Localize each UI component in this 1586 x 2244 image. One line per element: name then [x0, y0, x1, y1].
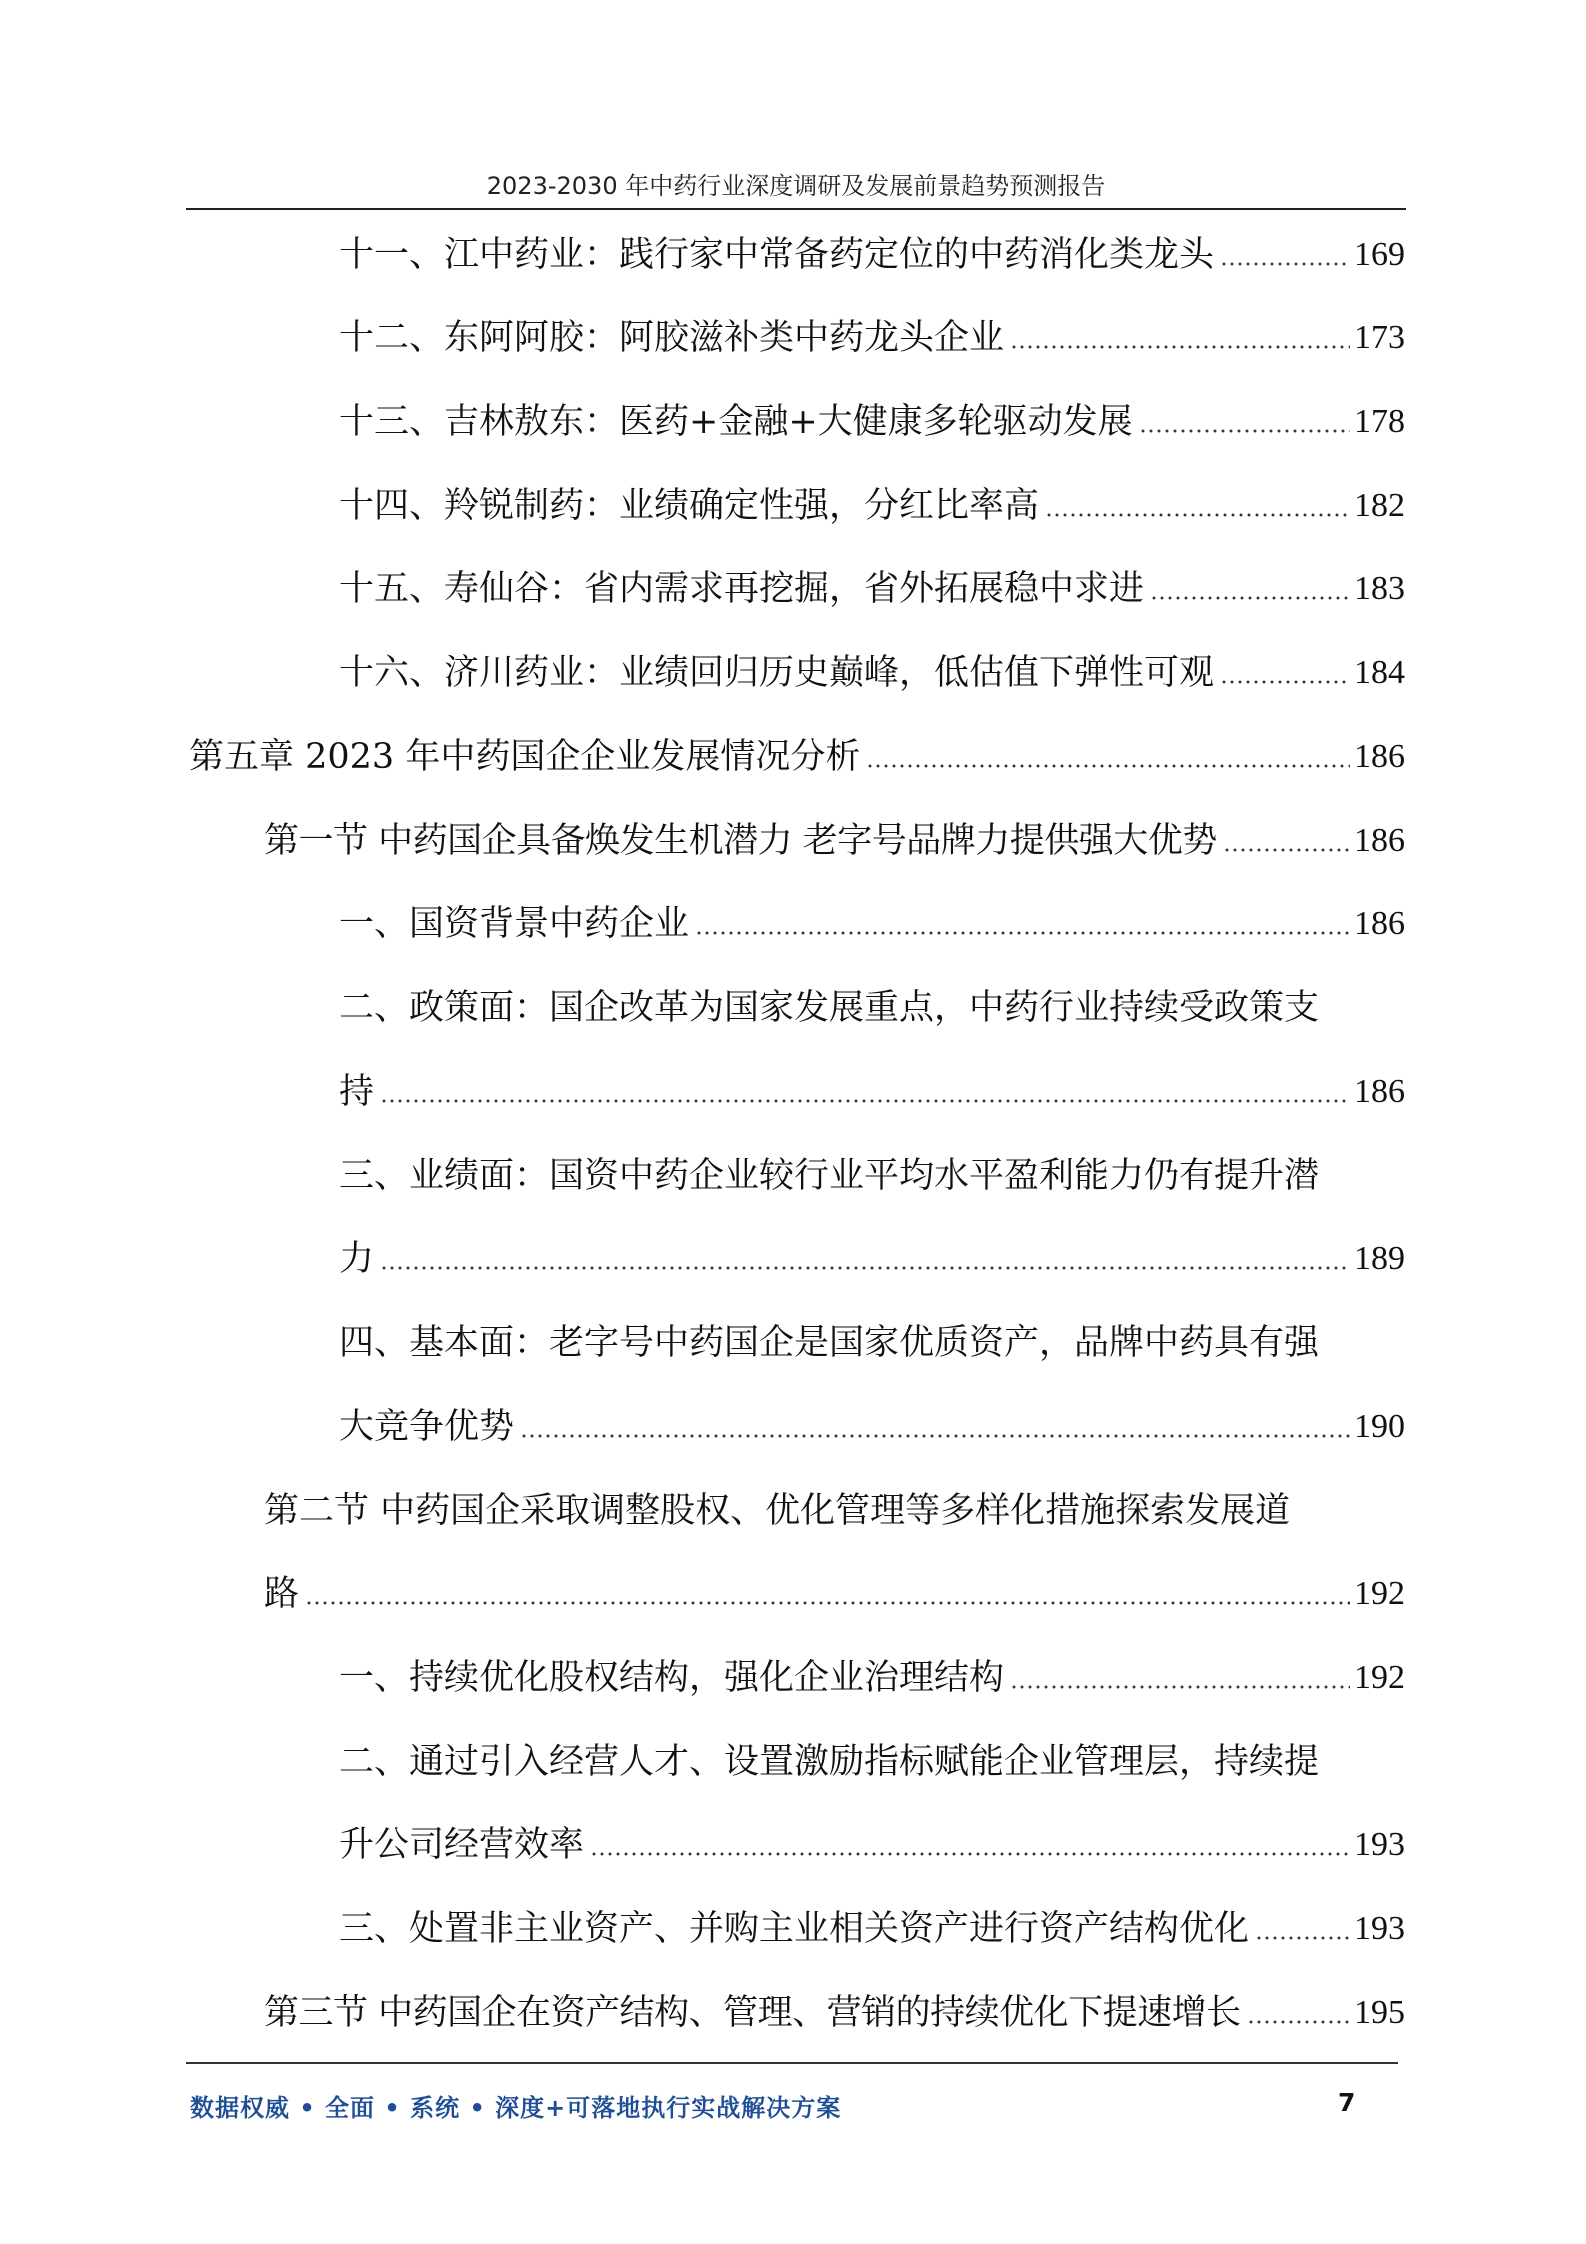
toc-entry-title: 一、国资背景中药企业 — [339, 904, 690, 944]
toc-leader-dots — [1139, 429, 1350, 433]
toc-page-number: 193 — [1354, 1910, 1405, 1947]
toc-page-number: 192 — [1354, 1659, 1405, 1696]
report-header-title: 2023-2030 年中药行业深度调研及发展前景趋势预测报告 — [486, 172, 1106, 200]
toc-section-entry[interactable] — [264, 816, 1405, 866]
toc-page-number: 182 — [1354, 487, 1405, 524]
toc-entry[interactable] — [339, 899, 1405, 949]
toc-entry-title-line2: 力 — [339, 1239, 375, 1279]
toc-page-number: 186 — [1354, 905, 1405, 942]
toc-entry-title-line2: 持 — [339, 1072, 375, 1112]
toc-leader-dots — [695, 931, 1350, 935]
toc-leader-dots — [1220, 262, 1350, 266]
toc-leader-dots — [1220, 680, 1350, 684]
toc-entry-title-line1: 三、业绩面：国资中药企业较行业平均水平盈利能力仍有提升潜 — [339, 1156, 1320, 1196]
toc-page-number: 186 — [1354, 822, 1405, 859]
toc-entry[interactable] — [339, 313, 1405, 363]
toc-entry-title: 第五章 2023 年中药国企企业发展情况分析 — [189, 737, 861, 777]
toc-leader-dots — [1010, 345, 1350, 349]
toc-entry[interactable] — [339, 1653, 1405, 1703]
toc-page-number: 193 — [1354, 1826, 1405, 1863]
toc-entry[interactable] — [339, 1904, 1405, 1954]
toc-entry[interactable] — [339, 1402, 1405, 1452]
toc-entry[interactable] — [339, 648, 1405, 698]
toc-leader-dots — [1010, 1685, 1350, 1689]
toc-page-number: 186 — [1354, 738, 1405, 775]
toc-entry-title: 十三、吉林敖东：医药+金融+大健康多轮驱动发展 — [339, 402, 1133, 442]
toc-entry-title-line1: 二、通过引入经营人才、设置激励指标赋能企业管理层，持续提 — [339, 1742, 1320, 1782]
toc-entry[interactable] — [339, 230, 1405, 280]
toc-entry[interactable] — [339, 397, 1405, 447]
toc-page-number: 192 — [1354, 1575, 1405, 1612]
toc-leader-dots — [1247, 2020, 1350, 2024]
toc-entry-title-line1: 二、政策面：国企改革为国家发展重点，中药行业持续受政策支 — [339, 988, 1320, 1028]
toc-page-number: 190 — [1354, 1408, 1405, 1445]
toc-entry[interactable] — [339, 1067, 1405, 1117]
toc-page-number: 195 — [1354, 1994, 1405, 2031]
toc-entry[interactable] — [339, 1234, 1405, 1284]
toc-entry-title: 十六、济川药业：业绩回归历史巅峰，低估值下弹性可观 — [339, 653, 1215, 693]
toc-leader-dots — [380, 1099, 1350, 1103]
toc-page-number: 186 — [1354, 1073, 1405, 1110]
toc-entry-title-line1: 四、基本面：老字号中药国企是国家优质资产，品牌中药具有强 — [339, 1323, 1320, 1363]
toc-entry[interactable] — [339, 1820, 1405, 1870]
footer-divider — [186, 2062, 1398, 2064]
toc-entry-title: 三、处置非主业资产、并购主业相关资产进行资产结构优化 — [339, 1909, 1250, 1949]
toc-leader-dots — [590, 1852, 1350, 1856]
toc-entry-title: 十四、羚锐制药：业绩确定性强，分红比率高 — [339, 486, 1040, 526]
toc-page-number: 184 — [1354, 654, 1405, 691]
toc-leader-dots — [305, 1601, 1350, 1605]
toc-page-number: 178 — [1354, 403, 1405, 440]
toc-entry-title: 一、持续优化股权结构，强化企业治理结构 — [339, 1658, 1005, 1698]
toc-entry[interactable] — [339, 481, 1405, 531]
toc-leader-dots — [1223, 848, 1350, 852]
toc-entry-title: 十一、江中药业：践行家中常备药定位的中药消化类龙头 — [339, 235, 1215, 275]
toc-page-number: 183 — [1354, 570, 1405, 607]
toc-leader-dots — [1255, 1936, 1350, 1940]
toc-entry-title-line2: 大竞争优势 — [339, 1407, 515, 1447]
toc-section-entry[interactable] — [264, 1569, 1405, 1619]
toc-entry-title: 第三节 中药国企在资产结构、管理、营销的持续优化下提速增长 — [264, 1993, 1241, 2033]
toc-entry-title-line2: 升公司经营效率 — [339, 1825, 585, 1865]
toc-leader-dots — [1045, 513, 1350, 517]
toc-leader-dots — [520, 1434, 1350, 1438]
toc-leader-dots — [866, 764, 1350, 768]
toc-leader-dots — [1150, 596, 1350, 600]
toc-entry[interactable] — [339, 564, 1405, 614]
toc-entry-title: 十五、寿仙谷：省内需求再挖掘，省外拓展稳中求进 — [339, 569, 1145, 609]
header-divider — [186, 208, 1406, 210]
footer-slogan: 数据权威 • 全面 • 系统 • 深度+可落地执行实战解决方案 — [190, 2094, 842, 2122]
toc-page-number: 173 — [1354, 319, 1405, 356]
toc-entry-title: 十二、东阿阿胶：阿胶滋补类中药龙头企业 — [339, 318, 1005, 358]
toc-chapter-entry[interactable] — [189, 732, 1405, 782]
toc-page-number: 189 — [1354, 1240, 1405, 1277]
toc-section-title-line1: 第二节 中药国企采取调整股权、优化管理等多样化措施探索发展道 — [264, 1491, 1291, 1531]
toc-page-number: 169 — [1354, 236, 1405, 273]
toc-entry-title: 第一节 中药国企具备焕发生机潜力 老字号品牌力提供强大优势 — [264, 821, 1217, 861]
toc-section-entry[interactable] — [264, 1988, 1405, 2038]
toc-entry-title-line2: 路 — [264, 1574, 300, 1614]
toc-leader-dots — [380, 1266, 1350, 1270]
footer-page-number: 7 — [1338, 2088, 1356, 2117]
